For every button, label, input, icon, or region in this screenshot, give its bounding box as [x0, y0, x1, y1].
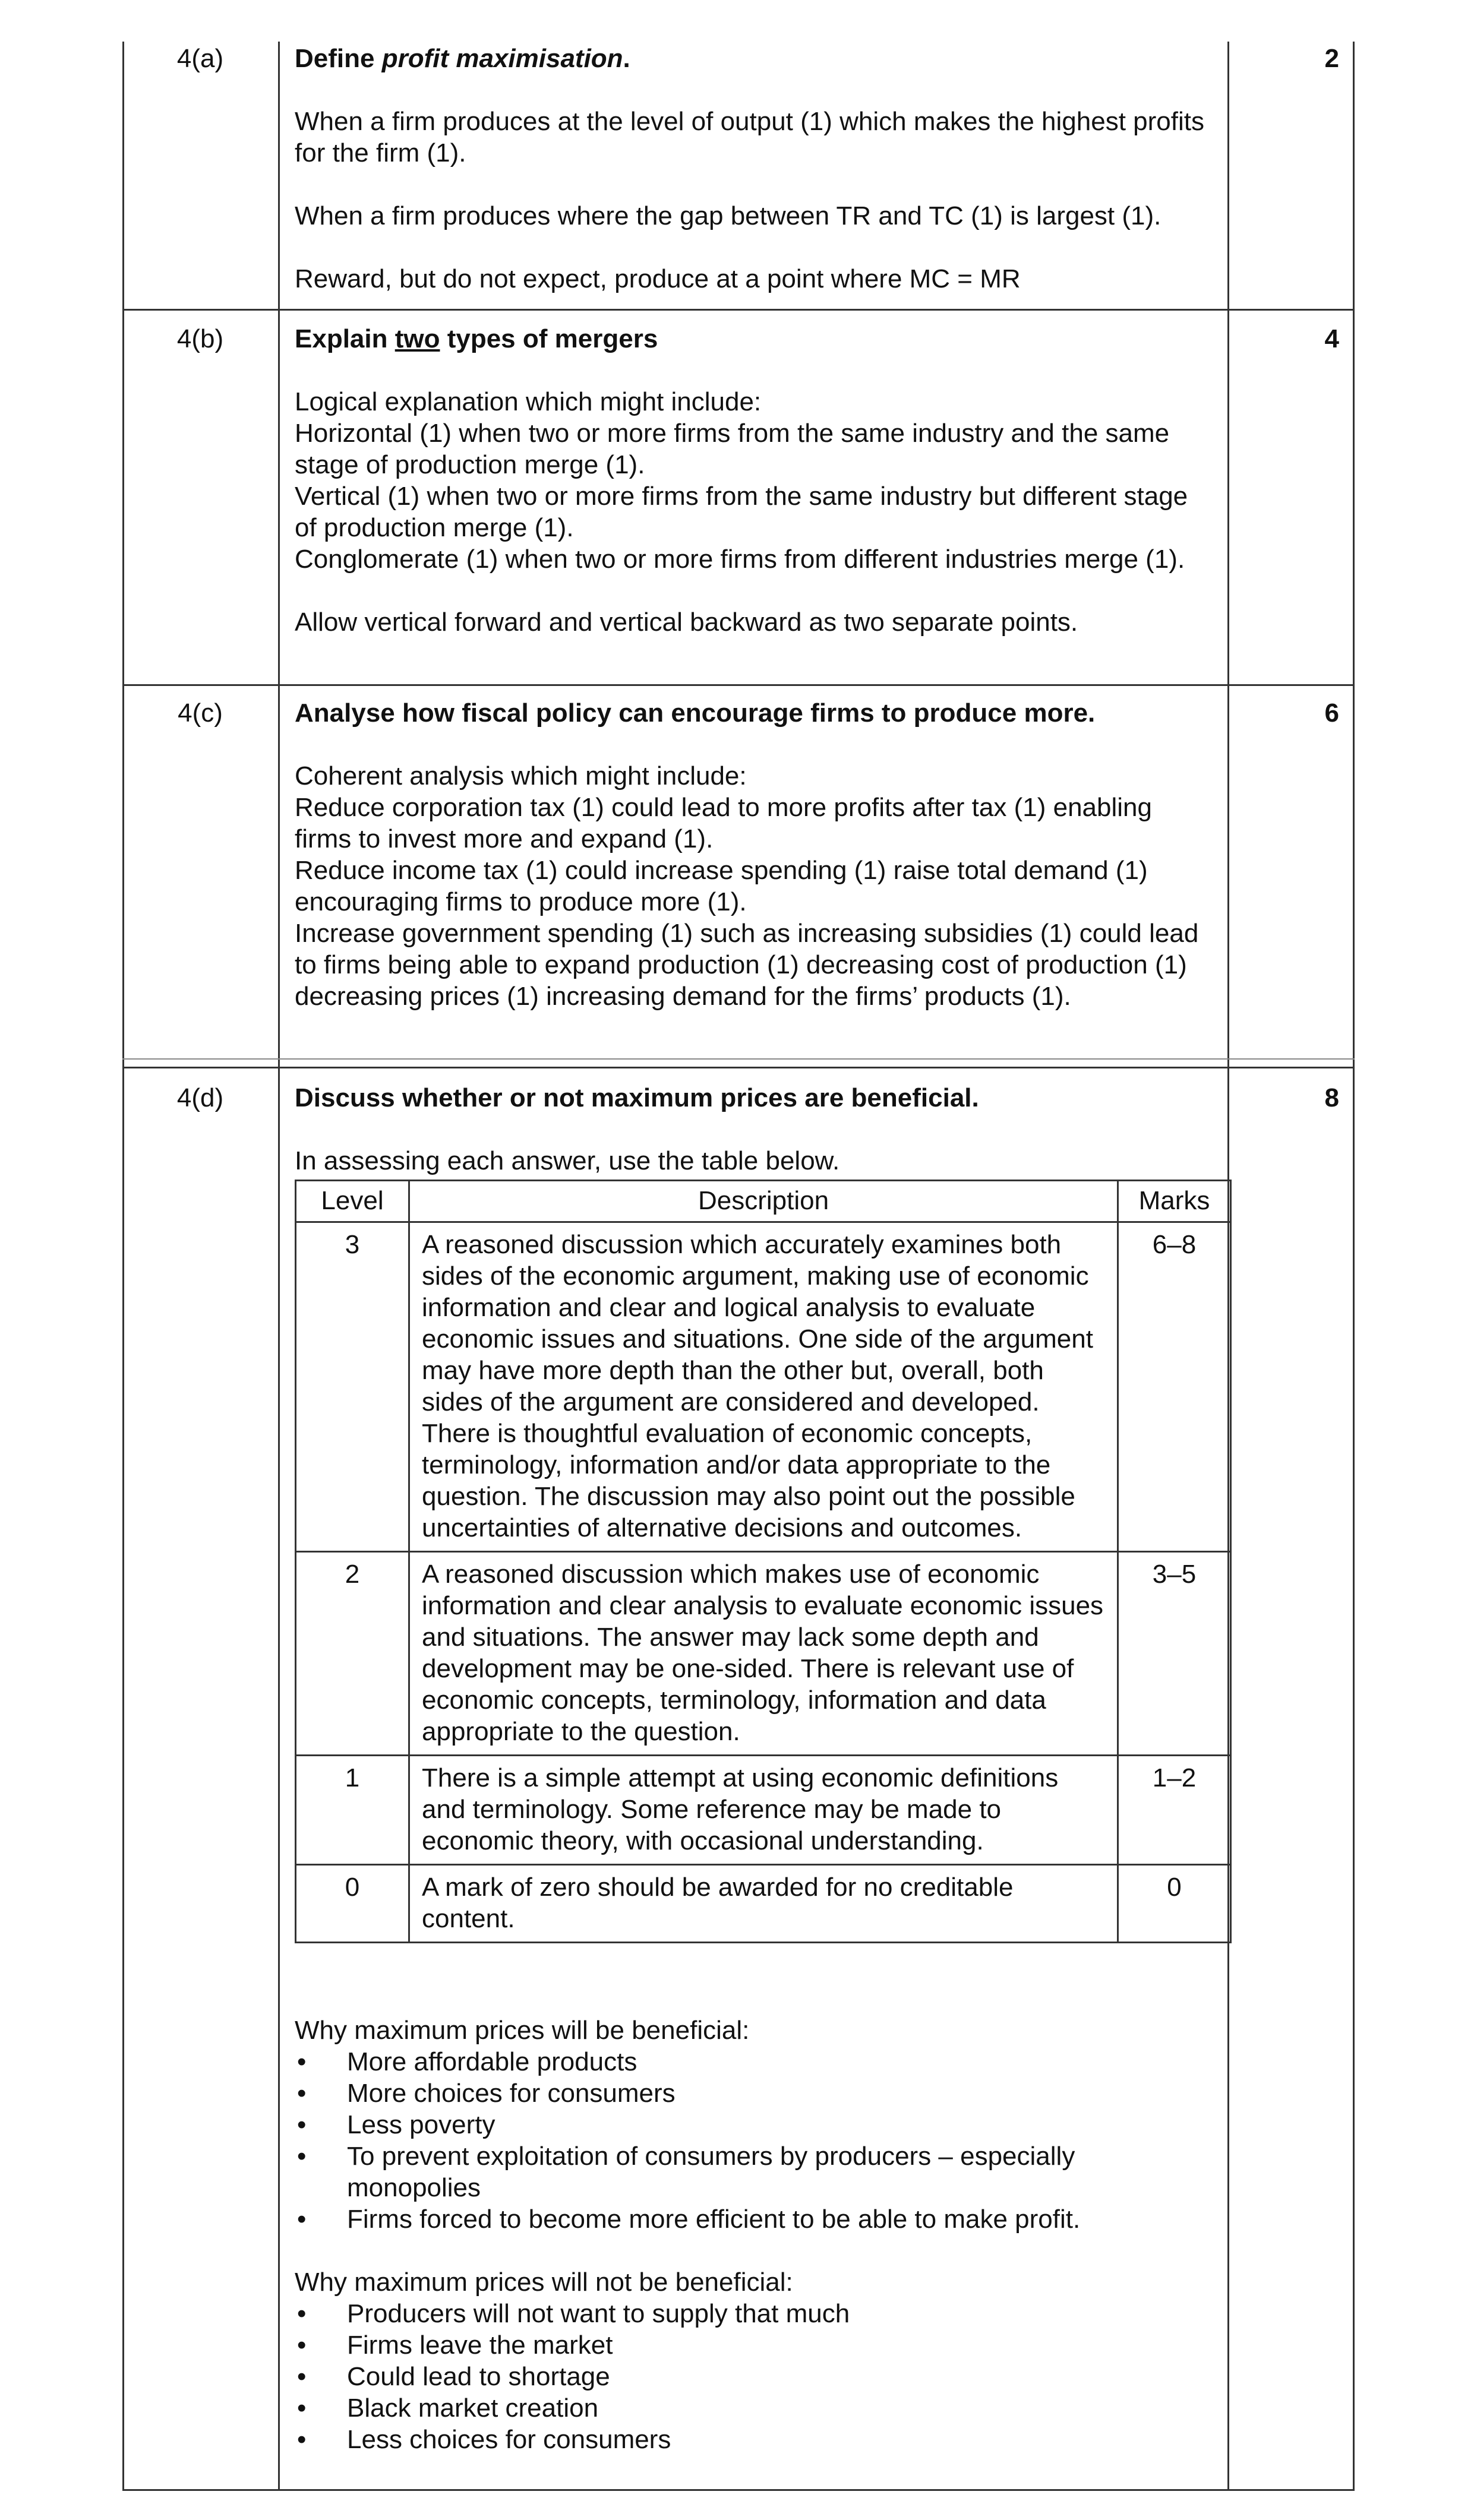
table-border-right — [1353, 42, 1355, 2491]
table-row — [296, 1756, 1231, 1865]
description-cell: There is a simple attempt at using economic definitions and terminology. Some reference may be made to economic theory, with occasional understanding. — [409, 1756, 1118, 1865]
list-heading: Why maximum prices will be beneficial: — [295, 2016, 750, 2045]
mark-scheme-table — [122, 42, 1355, 2491]
list-item: • To prevent exploitation of consumers by producers – especially monopolies — [295, 2140, 1210, 2203]
description-cell: A mark of zero should be awarded for no creditable content. — [409, 1865, 1118, 1943]
levels-table — [295, 1180, 1232, 1943]
list-item: • Firms leave the market — [295, 2329, 1210, 2361]
description-cell: A reasoned discussion which accurately examines both sides of the economic argument, making use of economic information and clear and logical analysis to evaluate economic issues and situations. One side of the argument may have more depth than the other but, overall, both sides of the argument are considered and developed. There is thoughtful evaluation of economic concepts, terminology, information and/or data appropriate to the question. The discussion may also point out the possible uncertainties of alternative decisions and outcomes. — [409, 1222, 1118, 1552]
table-border-left — [122, 42, 124, 2491]
answer-block-4b — [295, 323, 1210, 638]
level-cell: 2 — [296, 1552, 409, 1756]
answer-point: Increase government spending (1) such as increasing subsidies (1) could lead to firms being able to expand production (1) decreasing cost of production (1) decreasing prices (1) increasing demand for the firms’ products (1). — [295, 919, 1199, 1011]
level-cell: 3 — [296, 1222, 409, 1552]
question-prompt: Discuss whether or not maximum prices are beneficial. — [295, 1083, 979, 1112]
marks-cell: 6–8 — [1118, 1222, 1231, 1552]
list-item: • More affordable products — [295, 2046, 1210, 2078]
list-item: • Producers will not want to supply that much — [295, 2298, 1210, 2329]
answer-point: Conglomerate (1) when two or more firms from different industries merge (1). — [295, 545, 1185, 574]
answer-text: When a firm produces where the gap between TR and TC (1) is largest (1). — [295, 201, 1161, 230]
table-border-bottom — [122, 2489, 1355, 2491]
answer-point: Reduce corporation tax (1) could lead to more profits after tax (1) enabling firms to invest more and expand (1). — [295, 793, 1152, 853]
beneficial-list — [295, 2046, 1210, 2235]
level-cell: 0 — [296, 1865, 409, 1943]
answer-intro: Logical explanation which might include: — [295, 387, 762, 416]
question-prompt: Explain two types of mergers — [295, 324, 658, 353]
marks-cell: 1–2 — [1118, 1756, 1231, 1865]
description-cell: A reasoned discussion which makes use of economic information and clear analysis to evaluate economic issues and situations. The answer may lack some depth and development may be one-sided. There is relevant use of economic concepts, terminology, information and data appropriate to the question. — [409, 1552, 1118, 1756]
list-item: • More choices for consumers — [295, 2078, 1210, 2109]
list-heading: Why maximum prices will not be beneficial: — [295, 2268, 793, 2297]
question-number: 4(c) — [178, 698, 223, 728]
list-item: • Could lead to shortage — [295, 2361, 1210, 2392]
question-marks: 8 — [1324, 1083, 1339, 1112]
question-marks: 6 — [1324, 698, 1339, 728]
list-item: • Less poverty — [295, 2109, 1210, 2140]
question-prompt: Define profit maximisation. — [295, 44, 630, 73]
marks-cell: 3–5 — [1118, 1552, 1231, 1756]
header-marks: Marks — [1118, 1181, 1231, 1222]
answer-point: Reduce income tax (1) could increase spending (1) raise total demand (1) encouraging firms to produce more (1). — [295, 856, 1148, 916]
question-number: 4(a) — [176, 44, 224, 73]
table-row — [296, 1222, 1231, 1552]
row-divider — [122, 309, 1355, 311]
answer-point: Horizontal (1) when two or more firms from the same industry and the same stage of production merge (1). — [295, 419, 1170, 479]
question-prompt: Analyse how fiscal policy can encourage firms to produce more. — [295, 698, 1096, 728]
answer-block-4d-header — [295, 1082, 1210, 1177]
question-number: 4(b) — [176, 324, 224, 353]
header-level: Level — [296, 1181, 409, 1222]
answer-block-4a — [295, 43, 1210, 295]
answer-block-4c — [295, 697, 1210, 1012]
question-marks: 4 — [1324, 324, 1339, 353]
list-item: • Firms forced to become more efficient to be able to make profit. — [295, 2203, 1210, 2235]
question-marks: 2 — [1324, 44, 1339, 73]
row-divider — [122, 1067, 1355, 1068]
marks-cell: 0 — [1118, 1865, 1231, 1943]
column-divider-question — [278, 42, 280, 2491]
answer-block-4d-lists — [295, 2015, 1210, 2455]
answer-intro: Coherent analysis which might include: — [295, 761, 747, 791]
list-item: • Less choices for consumers — [295, 2424, 1210, 2455]
not-beneficial-list — [295, 2298, 1210, 2455]
header-description: Description — [409, 1181, 1118, 1222]
answer-note: Allow vertical forward and vertical backward as two separate points. — [295, 608, 1078, 637]
level-cell: 1 — [296, 1756, 409, 1865]
table-header-row — [296, 1181, 1231, 1222]
table-row — [296, 1865, 1231, 1943]
answer-text: When a firm produces at the level of output (1) which makes the highest profits for the firm (1). — [295, 107, 1204, 167]
answer-text: Reward, but do not expect, produce at a point where MC = MR — [295, 264, 1021, 293]
row-divider — [122, 684, 1355, 686]
list-item: • Black market creation — [295, 2392, 1210, 2424]
row-divider — [122, 1058, 1355, 1060]
table-row — [296, 1552, 1231, 1756]
answer-point: Vertical (1) when two or more firms from the same industry but different stage of production merge (1). — [295, 482, 1188, 542]
table-intro: In assessing each answer, use the table below. — [295, 1146, 840, 1175]
question-number: 4(d) — [176, 1083, 224, 1112]
